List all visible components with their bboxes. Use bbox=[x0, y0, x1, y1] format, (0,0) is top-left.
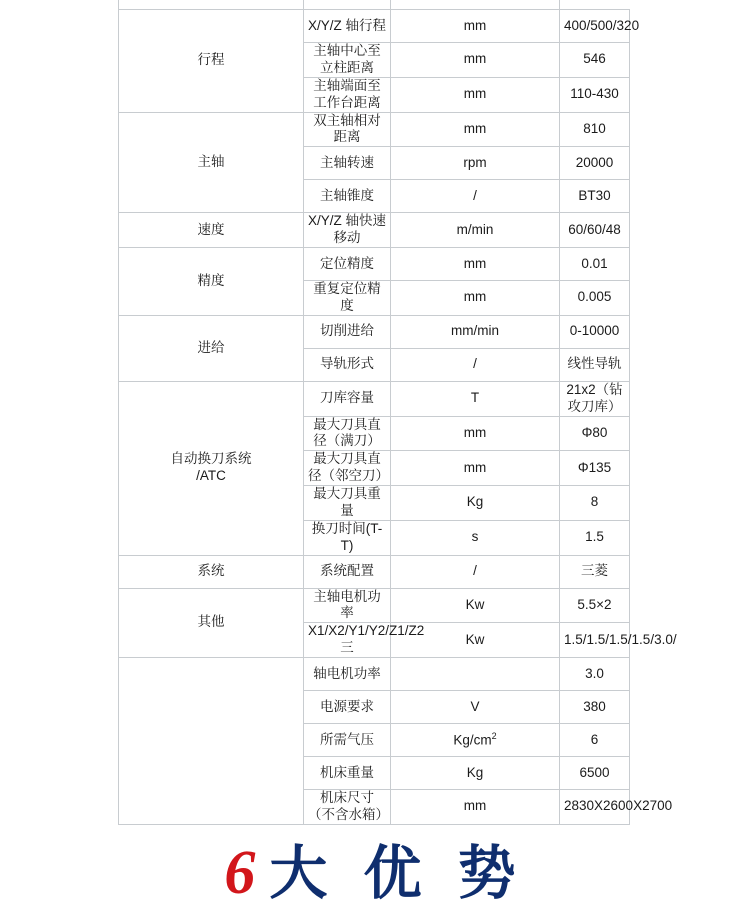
table-cell-group bbox=[119, 658, 304, 825]
table-cell-group: 精度 bbox=[119, 248, 304, 316]
table-cell-unit: mm bbox=[391, 10, 560, 43]
table-row bbox=[119, 10, 630, 43]
table-cell-item: 主轴电机功率 bbox=[304, 588, 391, 623]
unit-superscript: 2 bbox=[491, 730, 497, 741]
table-cell-unit: Kg bbox=[391, 486, 560, 521]
table-cell-value: 21x2（钻攻刀库） bbox=[560, 381, 630, 416]
table-row bbox=[119, 0, 630, 10]
table-cell-unit: mm/min bbox=[391, 315, 560, 348]
table-cell-value: 1.5/1.5/1.5/1.5/3.0/ bbox=[560, 623, 630, 658]
table-cell-unit bbox=[391, 658, 560, 691]
table-cell-value: 60/60/48 bbox=[560, 213, 630, 248]
table-cell-item: 导轨形式 bbox=[304, 348, 391, 381]
promo-headline bbox=[0, 826, 750, 910]
table-cell-item: 双主轴相对距离 bbox=[304, 112, 391, 147]
table-cell-value: 400/500/320 bbox=[560, 10, 630, 43]
table-cell-group: 进给 bbox=[119, 315, 304, 381]
table-cell-unit: mm bbox=[391, 77, 560, 112]
table-cell-unit: mm bbox=[391, 248, 560, 281]
table-cell-value: 110-430 bbox=[560, 77, 630, 112]
table-cell-item: 系统配置 bbox=[304, 555, 391, 588]
table-cell-item: 最大刀具直径（邻空刀） bbox=[304, 451, 391, 486]
table-cell-item: 主轴端面至工作台距离 bbox=[304, 77, 391, 112]
table-cell-item: 定位精度 bbox=[304, 248, 391, 281]
table-row bbox=[119, 213, 630, 248]
table-cell-item: X/Y/Z 轴行程 bbox=[304, 10, 391, 43]
table-cell-item: 最大刀具直径（满刀） bbox=[304, 416, 391, 451]
table-cell-item: 机床尺寸（不含水箱） bbox=[304, 790, 391, 825]
specification-table bbox=[118, 0, 677, 825]
table-cell-value: 20000 bbox=[560, 147, 630, 180]
table-cell-value: 6500 bbox=[560, 757, 630, 790]
table-cell-value: 0.01 bbox=[560, 248, 630, 281]
table-cell-unit: Kw bbox=[391, 623, 560, 658]
table-cell-item: X1/X2/Y1/Y2/Z1/Z2 三 bbox=[304, 623, 391, 658]
table-cell-unit: / bbox=[391, 555, 560, 588]
table-cell-item: 刀库容量 bbox=[304, 381, 391, 416]
table-cell-item: 轴电机功率 bbox=[304, 658, 391, 691]
table-row bbox=[119, 381, 630, 416]
table-cell-group: 系统 bbox=[119, 555, 304, 588]
table-cell-item: 所需气压 bbox=[304, 724, 391, 757]
table-cell-value: 810 bbox=[560, 112, 630, 147]
table-cell-group: 行程 bbox=[119, 10, 304, 113]
table-cell-unit: m/min bbox=[391, 213, 560, 248]
table-cell-unit: Kw bbox=[391, 588, 560, 623]
table-cell-item: 最大刀具重量 bbox=[304, 486, 391, 521]
table-cell-value: 5.5×2 bbox=[560, 588, 630, 623]
table-cell-unit: / bbox=[391, 348, 560, 381]
table-cell-value: 546 bbox=[560, 43, 630, 78]
headline-number: 6 bbox=[224, 839, 258, 907]
table-cell-value bbox=[391, 0, 560, 10]
table-cell-item: 电源要求 bbox=[304, 691, 391, 724]
table-cell-unit: rpm bbox=[391, 147, 560, 180]
table-cell-item: 主轴转速 bbox=[304, 147, 391, 180]
table-cell-item: 换刀时间(T-T) bbox=[304, 520, 391, 555]
specification-table-body bbox=[119, 0, 677, 824]
table-row bbox=[119, 588, 630, 623]
table-cell-item: 重复定位精度 bbox=[304, 281, 391, 316]
table-cell-value: 8 bbox=[560, 486, 630, 521]
table-row bbox=[119, 658, 630, 691]
table-cell-unit: mm bbox=[391, 451, 560, 486]
table-cell-unit: mm bbox=[391, 112, 560, 147]
table-cell-unit: V bbox=[391, 691, 560, 724]
table-cell-value: Φ135 bbox=[560, 451, 630, 486]
headline-text: 大 优 势 bbox=[269, 841, 526, 906]
table-cell-unit: mm bbox=[391, 790, 560, 825]
table-cell-group: 其他 bbox=[119, 588, 304, 658]
specification-table-wrapper bbox=[118, 0, 677, 825]
table-cell-item: 切削进给 bbox=[304, 315, 391, 348]
table-cell-unit: mm bbox=[391, 43, 560, 78]
table-cell-unit: Kg bbox=[391, 757, 560, 790]
table-cell-value: 1.5 bbox=[560, 520, 630, 555]
table-cell-item: X/Y/Z 轴快速移动 bbox=[304, 213, 391, 248]
table-cell-value: 6 bbox=[560, 724, 630, 757]
table-row bbox=[119, 555, 630, 588]
table-cell-value: BT30 bbox=[560, 180, 630, 213]
table-cell-unit: / bbox=[391, 180, 560, 213]
table-row bbox=[119, 315, 630, 348]
table-cell-item bbox=[119, 0, 304, 10]
table-cell-value: 2830X2600X2700 bbox=[560, 790, 630, 825]
table-cell-item: 主轴锥度 bbox=[304, 180, 391, 213]
table-cell-value: Φ80 bbox=[560, 416, 630, 451]
table-cell-value: 380 bbox=[560, 691, 630, 724]
table-cell-item: 机床重量 bbox=[304, 757, 391, 790]
table-cell-unit: s bbox=[391, 520, 560, 555]
table-cell-item: 主轴中心至立柱距离 bbox=[304, 43, 391, 78]
table-cell-value: 三菱 bbox=[560, 555, 630, 588]
table-cell-group: 速度 bbox=[119, 213, 304, 248]
table-cell-unit bbox=[304, 0, 391, 10]
table-cell-value: 3.0 bbox=[560, 658, 630, 691]
table-cell-unit: T bbox=[391, 381, 560, 416]
table-cell-group: 主轴 bbox=[119, 112, 304, 213]
table-row bbox=[119, 248, 630, 281]
table-cell-group: 自动换刀系统 /ATC bbox=[119, 381, 304, 555]
table-cell-value: 0.005 bbox=[560, 281, 630, 316]
table-row bbox=[119, 112, 630, 147]
table-cell-value: 线性导轨 bbox=[560, 348, 630, 381]
table-cell-unit: $Kg/cm^2$ bbox=[391, 724, 560, 757]
table-cell-value: 0-10000 bbox=[560, 315, 630, 348]
table-cell-unit: mm bbox=[391, 281, 560, 316]
table-cell-unit: mm bbox=[391, 416, 560, 451]
